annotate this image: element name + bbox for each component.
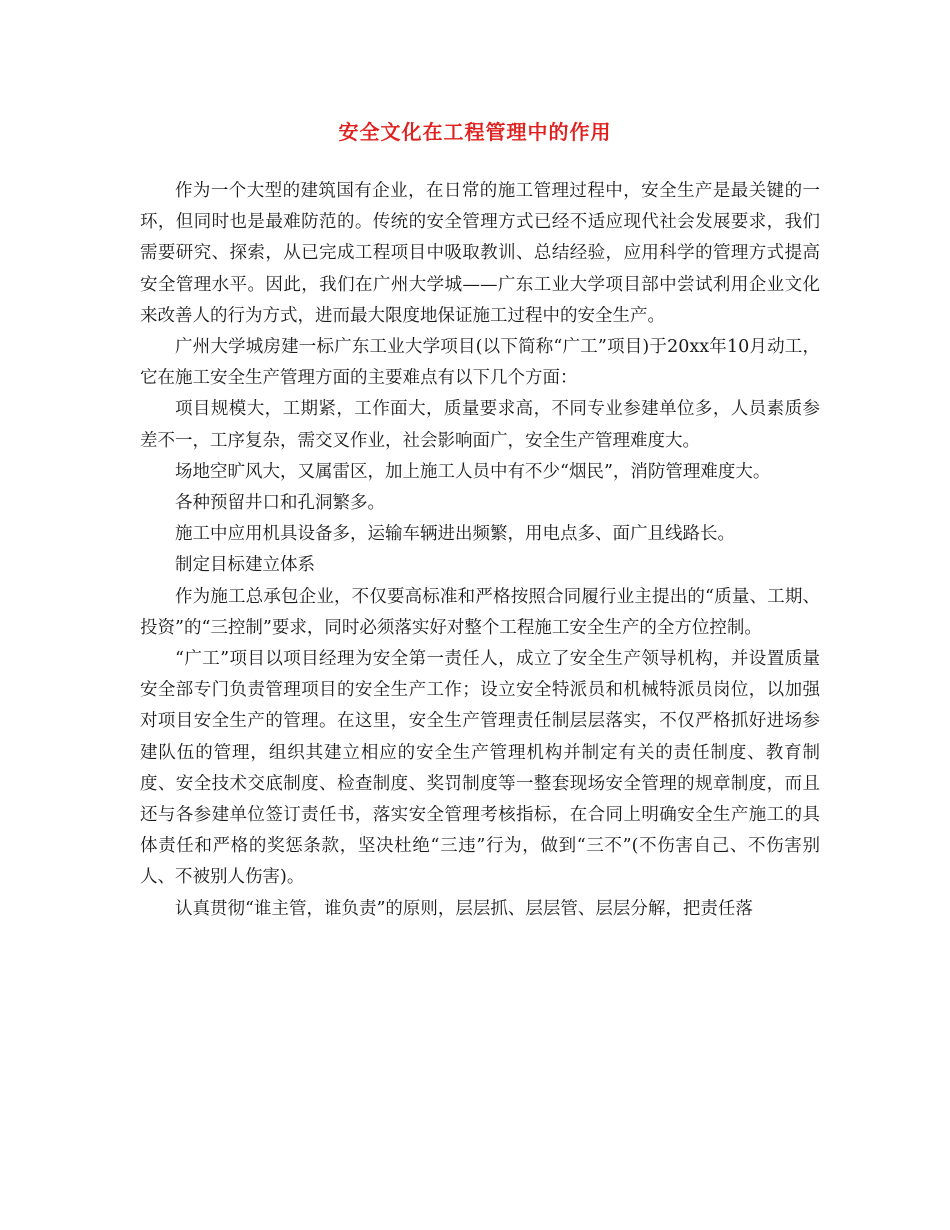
paragraph: 各种预留井口和孔洞繁多。 bbox=[175, 493, 385, 514]
paragraph: 作为一个大型的建筑国有企业，在日常的施工管理过程中，安全生产是最关键的一环，但同时也是最难防范的。传统的安全管理方式已经不适应现代社会发展要求，我们需要研究、探索，从已完成工程项目中吸取教训、总结经验，应用科学的管理方式提高安全管理水平。因此，我们在广州大学城——广东工业大学项目部中尝试利用企业文化来改善人的行为方式，进而最大限度地保证施工过程中的安全生产。 bbox=[140, 181, 820, 326]
document-body bbox=[140, 176, 820, 925]
paragraph: 作为施工总承包企业，不仅要高标准和严格按照合同履行业主提出的“质量、工期、投资”的“三控制”要求，同时必须落实好对整个工程施工安全生产的全方位控制。 bbox=[140, 586, 820, 638]
paragraph: 认真贯彻“谁主管，谁负责”的原则，层层抓、层层管、层层分解，把责任落 bbox=[175, 898, 753, 919]
section-heading: 制定目标建立体系 bbox=[175, 555, 315, 576]
paragraph: 广州大学城房建一标广东工业大学项目(以下简称“广工”项目)于20xx年10月动工，它在施工安全生产管理方面的主要难点有以下几个方面： bbox=[140, 337, 820, 389]
paragraph: 场地空旷风大，又属雷区，加上施工人员中有不少“烟民”，消防管理难度大。 bbox=[175, 461, 771, 482]
document-title: 安全文化在工程管理中的作用 bbox=[338, 120, 612, 144]
paragraph: 项目规模大，工期紧，工作面大，质量要求高，不同专业参建单位多，人员素质参差不一，工序复杂，需交叉作业，社会影响面广，安全生产管理难度大。 bbox=[140, 399, 820, 451]
paragraph: “广工”项目以项目经理为安全第一责任人，成立了安全生产领导机构，并设置质量安全部专门负责管理项目的安全生产工作；设立安全特派员和机械特派员岗位，以加强对项目安全生产的管理。在这里，安全生产管理责任制层层落实，不仅严格抓好进场参建队伍的管理，组织其建立相应的安全生产管理机构并制定有关的责任制度、教育制度、安全技术交底制度、检查制度、奖罚制度等一整套现场安全管理的规章制度，而且还与各参建单位签订责任书，落实安全管理考核指标，在合同上明确安全生产施工的具体责任和严格的奖惩条款，坚决杜绝“三违”行为，做到“三不”(不伤害自己、不伤害别人、不被别人伤害)。 bbox=[140, 649, 820, 888]
paragraph: 施工中应用机具设备多，运输车辆进出频繁，用电点多、面广且线路长。 bbox=[175, 524, 735, 545]
